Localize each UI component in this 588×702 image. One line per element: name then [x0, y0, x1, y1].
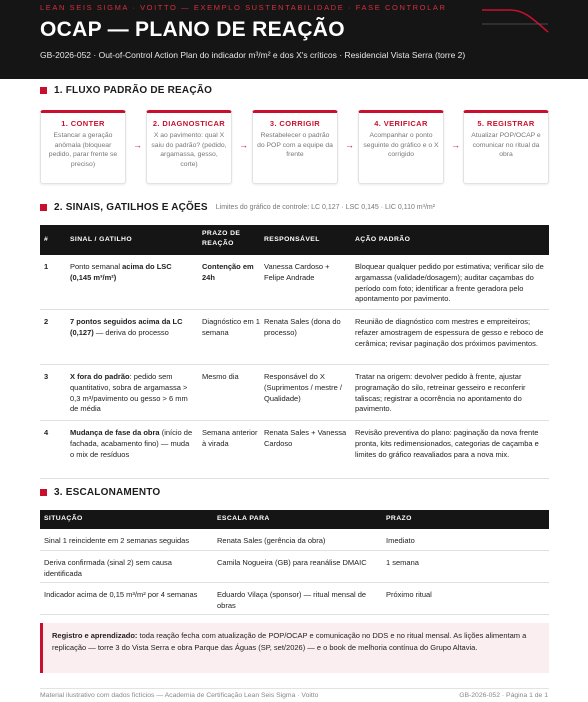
signal-text: — deriva do processo: [93, 327, 169, 337]
section-title: 3. ESCALONAMENTO: [54, 487, 161, 498]
reaction-flow: [40, 110, 549, 184]
flow-step-corrigir: [252, 110, 338, 184]
column-header: #: [44, 236, 49, 243]
flow-step-desc: X ao pavimento: qual X saiu do padrão? (pedido, argamassa, gesso, corte): [151, 132, 227, 168]
row-number: 2: [44, 317, 49, 326]
row-number: 1: [44, 262, 49, 271]
footer-divider: [40, 688, 549, 689]
flow-step-conter: [40, 110, 126, 184]
owner-cell: Renata Sales (dona do processo): [264, 317, 341, 337]
owner-cell: Responsável do X (Suprimentos / mestre / Qualidade): [264, 372, 342, 403]
signal-cell: [70, 317, 195, 339]
section-marker-icon: [40, 204, 47, 211]
flow-step-title: 4. VERIFICAR: [374, 119, 428, 128]
flow-step-desc: Estancar a geração anômala (bloquear pedido, parar frente se preciso): [48, 132, 118, 168]
section-title: 1. FLUXO PADRÃO DE REAÇÃO: [54, 85, 213, 96]
owner-cell: Renata Sales + Vanessa Cardoso: [264, 428, 347, 448]
action-cell: Bloquear qualquer pedido por estimativa; verificar silo de argamassa (validade/dosagem); auditar caçambas do período com foto; identificar a frente geradora pelo apontamento por pavimento.: [355, 262, 544, 304]
column-header: ESCALA PARA: [217, 515, 270, 522]
section-signals-heading: [40, 202, 435, 213]
situation-cell: Sinal 1 reincidente em 2 semanas seguidas: [44, 536, 190, 545]
row-number: 3: [44, 372, 49, 381]
deadline-cell: Semana anterior à virada: [202, 428, 258, 448]
section-escalation-heading: [40, 487, 160, 498]
table-row: [40, 551, 549, 583]
flow-step-desc: Atualizar POP/OCAP e comunicar no ritual da obra: [471, 132, 541, 158]
footer-page-info: GB-2026-052 · Página 1 de 1: [459, 692, 548, 699]
arrow-right-icon: →: [133, 140, 142, 150]
signal-cell: [70, 262, 195, 284]
section-marker-icon: [40, 87, 47, 94]
page-subtitle: GB-2026-052 · Out-of-Control Action Plan do indicador m³/m² e dos X's críticos · Residencial Vista Serra (torre 2): [40, 50, 466, 60]
action-cell: Revisão preventiva do plano: paginação da nova frente pronta, kits redimensionados, categorias de caçamba e limites do gráfico reavaliados para a nova mix.: [355, 428, 539, 459]
section-flow-heading: [40, 85, 212, 96]
flow-step-diagnosticar: [146, 110, 232, 184]
arrow-right-icon: →: [451, 140, 460, 150]
flow-step-verificar: [358, 110, 444, 184]
signal-text-bold: Mudança de fase da obra: [70, 428, 160, 437]
flow-step-title: 2. DIAGNOSTICAR: [152, 119, 226, 128]
escalate-to-cell: Camila Nogueira (GB) para reanálise DMAIC: [217, 558, 367, 567]
deadline-cell: Diagnóstico em 1 semana: [202, 317, 260, 337]
table-header: [40, 510, 549, 529]
owner-cell: Vanessa Cardoso + Felipe Andrade: [264, 262, 330, 282]
control-curve-decoration: [480, 6, 550, 38]
table-row: [40, 365, 549, 421]
column-header: AÇÃO PADRÃO: [355, 236, 411, 243]
deadline-cell: Mesmo dia: [202, 372, 239, 381]
arrow-right-icon: →: [239, 140, 248, 150]
flow-step-title: 5. REGISTRAR: [477, 119, 535, 128]
control-limits-note: Limites do gráfico de controle: LC 0,127 · LSC 0,145 · LIC 0,110 m³/m²: [215, 204, 436, 211]
column-header: SINAL / GATILHO: [70, 236, 133, 243]
situation-cell: Deriva confirmada (sinal 2) sem causa identificada: [44, 558, 172, 578]
table-header: [40, 225, 549, 255]
deadline-cell: 1 semana: [386, 558, 419, 567]
signal-text: (início de fachada, acabamento fino) — muda o mix de resíduos: [70, 428, 193, 459]
column-header: PRAZO: [386, 515, 412, 522]
flow-step-title: 1. CONTER: [61, 119, 105, 128]
row-number: 4: [44, 428, 49, 437]
section-title: 2. SINAIS, GATILHOS E AÇÕES: [54, 202, 208, 213]
escalate-to-cell: Eduardo Vilaça (sponsor) — ritual mensal de obras: [217, 590, 367, 610]
flow-step-registrar: [463, 110, 549, 184]
deadline-cell: Imediato: [386, 536, 415, 545]
signal-text-bold: X fora do padrão: [70, 372, 130, 381]
signal-cell: [70, 372, 195, 415]
signals-table: [40, 225, 549, 479]
arrow-right-icon: →: [345, 140, 354, 150]
table-row: [40, 255, 549, 310]
page-title: OCAP — PLANO DE REAÇÃO: [40, 18, 345, 41]
column-header: PRAZO DE REAÇÃO: [202, 230, 241, 247]
signal-text: Ponto semanal: [70, 262, 123, 271]
footer-disclaimer: Material ilustrativo com dados fictícios — Academia de Certificação Lean Seis Sigma · Voitto: [40, 692, 319, 699]
column-header: RESPONSÁVEL: [264, 236, 320, 243]
table-row: [40, 583, 549, 615]
page-header: [0, 0, 588, 79]
deadline-cell: Próximo ritual: [386, 590, 432, 599]
signal-text: : pedido sem quantitativo, sobra de argamassa > 0,3 m³/pavimento ou gesso > 6 mm de média: [70, 372, 188, 414]
situation-cell: Indicador acima de 0,15 m³/m² por 4 semanas: [44, 590, 198, 599]
signal-text-bold: (0,145 m³/m²): [70, 272, 117, 282]
callout-text: toda reação fecha com atualização de POP/OCAP e comunicação no DDS e no ritual mensal. As lições alimentam a replicação — torre 3 do Vista Serra e obra Parque das Águas (SP, set/2026) — e o book de melhoria contínua do Grupo Altavia.: [52, 631, 527, 652]
action-cell: Reunião de diagnóstico com mestres e empreiteiros; refazer amostragem de espessura de gesso e reboco de cerâmica; revisar paginação dos próximos pavimentos.: [355, 317, 544, 348]
escalation-table: [40, 510, 549, 615]
signal-text-bold: (0,127): [70, 327, 94, 337]
flow-step-desc: Restabelecer o padrão do POP com a equipe da frente: [257, 132, 333, 158]
signal-text-bold: acima do LSC: [122, 262, 172, 271]
flow-step-title: 3. CORRIGIR: [269, 119, 321, 128]
table-row: [40, 421, 549, 479]
learning-callout: [40, 623, 549, 673]
table-row: [40, 529, 549, 551]
deadline-cell: Contenção em 24h: [202, 262, 254, 282]
section-marker-icon: [40, 489, 47, 496]
column-header: SITUAÇÃO: [44, 515, 83, 522]
callout-label: Registro e aprendizado:: [52, 631, 138, 640]
action-cell: Tratar na origem: devolver pedido à frente, ajustar programação do silo, retreinar gesseiro e reconferir taliscas; registrar a ocorrência no apontamento do pavimento.: [355, 372, 526, 414]
table-row: [40, 310, 549, 365]
signal-text-bold: 7 pontos seguidos acima da LC: [70, 317, 183, 326]
header-kicker: LEAN SEIS SIGMA · VOITTO — EXEMPLO SUSTENTABILIDADE · FASE CONTROLAR: [40, 3, 447, 12]
flow-step-desc: Acompanhar o ponto seguinte do gráfico e o X corrigido: [363, 132, 439, 158]
signal-cell: [70, 428, 195, 460]
escalate-to-cell: Renata Sales (gerência da obra): [217, 536, 326, 545]
